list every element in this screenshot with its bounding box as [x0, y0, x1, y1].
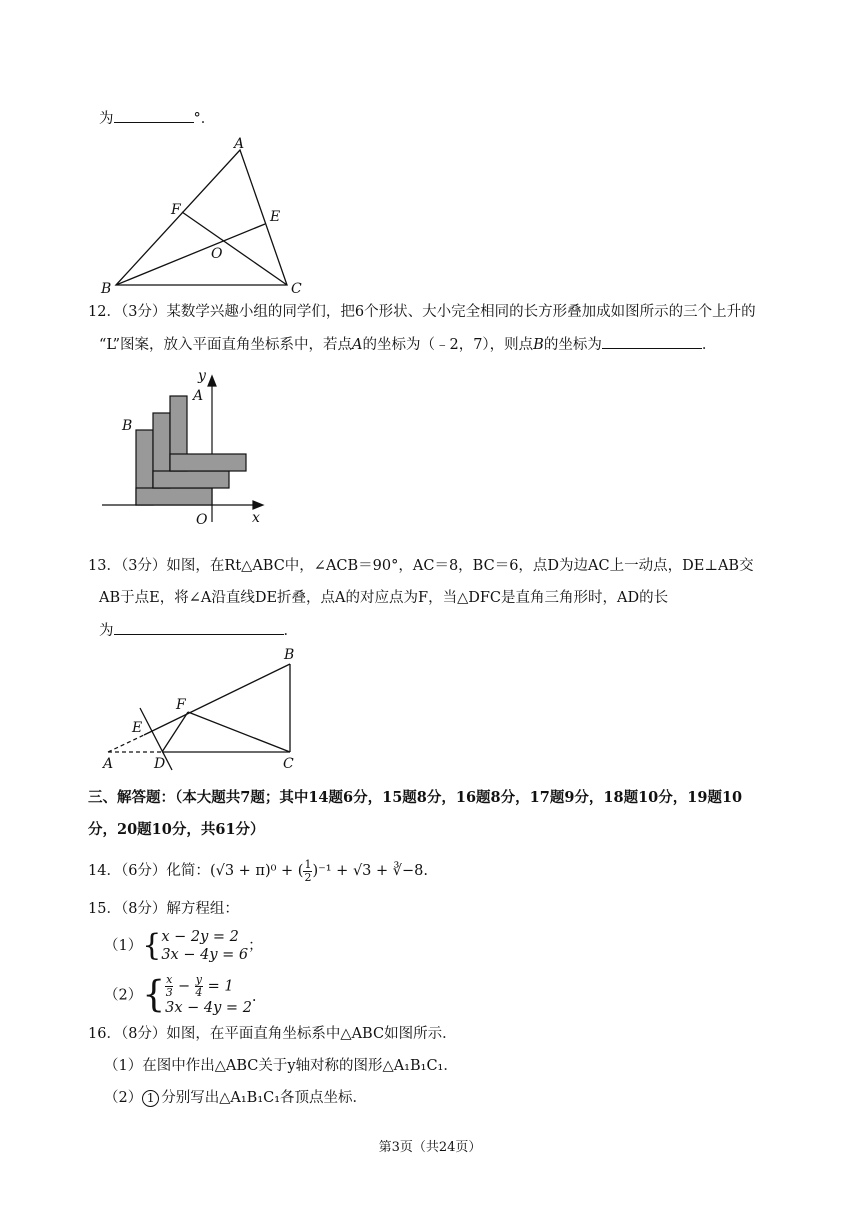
q15-p2-eq1-tail: = 1 [207, 978, 234, 995]
q15-p1-label: （1） [104, 938, 143, 954]
page-footer: 第3页（共24页） [378, 1140, 482, 1155]
q15-p2-end: . [251, 989, 257, 1005]
fig11-label-c: C [291, 281, 302, 295]
q11-suffix: °． [193, 111, 216, 127]
q11-prefix: 为 [99, 111, 114, 127]
q15-p2-frac-x-num: x [166, 973, 173, 986]
q11-answer-blank[interactable] [114, 108, 194, 123]
q15-p1-eq2: 3x − 4y = 6 [161, 947, 249, 963]
q14-frac-num: 1 [304, 857, 312, 871]
fig13-label-d: D [154, 756, 166, 772]
q13-answer-blank[interactable] [114, 620, 284, 635]
q16-p2-text: 分别写出△A₁B₁C₁各顶点坐标． [161, 1090, 368, 1106]
fig13-label-e: E [132, 720, 143, 736]
q12-text-a: “L”图案，放入平面直角坐标系中，若点 [99, 337, 352, 353]
q16-title: 16．（8分）如图，在平面直角坐标系中△ABC如图所示． [88, 1026, 457, 1042]
q15-p2-frac-x [165, 974, 173, 999]
q14-expr-a: (√3 + π)⁰ + ( [209, 863, 304, 879]
section3-line1: 三、解答题：（本大题共7题；其中14题6分，15题8分，16题8分，17题9分，18题10分，19题10 [88, 789, 743, 806]
q15-p2-label: （2） [104, 987, 143, 1004]
fig12-label-x: x [252, 510, 260, 526]
q16-circled-number: 1 [142, 1090, 159, 1107]
fig13-label-b: B [284, 647, 295, 663]
fig13-label-f: F [176, 697, 186, 713]
q15-p1-brace: { [142, 928, 162, 963]
fig12-label-y: y [198, 368, 206, 384]
fig11-label-e: E [270, 209, 281, 225]
fig12-label-o: O [196, 512, 208, 528]
q15-p2-brace: { [142, 974, 166, 1016]
q16-part2 [104, 1088, 367, 1108]
q15-part1 [104, 928, 263, 964]
q14-frac-den: 2 [304, 870, 312, 884]
q15-p2-frac-y-num: y [195, 973, 202, 986]
fig11-label-a: A [234, 136, 245, 152]
q12-line1: 12．（3分）某数学兴趣小组的同学们，把6个形状、大小完全相同的长方形叠加成如图所示的三个上升的 [88, 304, 756, 320]
q15-p2-frac-x-den: 3 [165, 986, 173, 999]
q12-answer-blank[interactable] [602, 334, 702, 349]
q16-p2-label: （2） [104, 1090, 143, 1106]
q12-text-c: 的坐标为（﹣2，7），则点 [362, 337, 534, 353]
fig12-label-b: B [122, 418, 133, 434]
fig11-label-o: O [211, 246, 223, 262]
q13-end: ． [283, 623, 298, 639]
figure-q11-triangle [95, 130, 315, 295]
q14-expr-b: )⁻¹ + √3 + ∛−8. [312, 863, 428, 879]
q15-p2-frac-y [195, 974, 203, 999]
q13-line2: AB于点E，将∠A沿直线DE折叠，点A的对应点为F，当△DFC是直角三角形时，AD的长 [99, 590, 669, 606]
q12-line2 [99, 334, 716, 355]
q15-p2-eq2: 3x − 4y = 2 [165, 1000, 252, 1016]
q11-answer-line [99, 108, 215, 129]
fig11-label-b: B [101, 281, 112, 295]
section3-line2: 分，20题10分，共61分） [88, 821, 265, 838]
figure-q12-l-pattern [98, 362, 278, 532]
q15-p1-end: ； [248, 938, 263, 954]
q16-part1: （1）在图中作出△ABC关于y轴对称的图形△A₁B₁C₁． [104, 1058, 458, 1074]
q15-p2-minus: − [177, 978, 191, 995]
q15-title: 15．（8分）解方程组： [88, 901, 239, 917]
q15-p1-system [161, 928, 248, 964]
fig12-label-a: A [193, 388, 204, 404]
q12-text-e: 的坐标为 [543, 337, 602, 353]
q12-point-b: B [533, 337, 544, 353]
q15-p1-eq1: x − 2y = 2 [161, 929, 239, 945]
fig13-label-a: A [103, 756, 114, 772]
q12-point-a: A [351, 337, 363, 353]
q15-p2-frac-y-den: 4 [195, 986, 203, 999]
q14-line [88, 858, 428, 884]
q14-prefix: 14．（6分）化简： [88, 863, 210, 879]
fig11-label-f: F [171, 202, 181, 218]
fig13-label-c: C [283, 756, 294, 772]
q13-line3 [99, 620, 298, 641]
q13-line1: 13．（3分）如图，在Rt△ABC中，∠ACB＝90°，AC＝8，BC＝6，点D为边AC上一动点，DE⊥AB交 [88, 558, 754, 574]
q15-p2-system [165, 974, 252, 1017]
q13-prefix: 为 [99, 623, 114, 639]
q15-p2-eq1 [165, 974, 252, 999]
figure-q13-right-triangle [98, 646, 308, 776]
q15-part2 [104, 974, 257, 1017]
q12-end: ． [701, 337, 717, 353]
